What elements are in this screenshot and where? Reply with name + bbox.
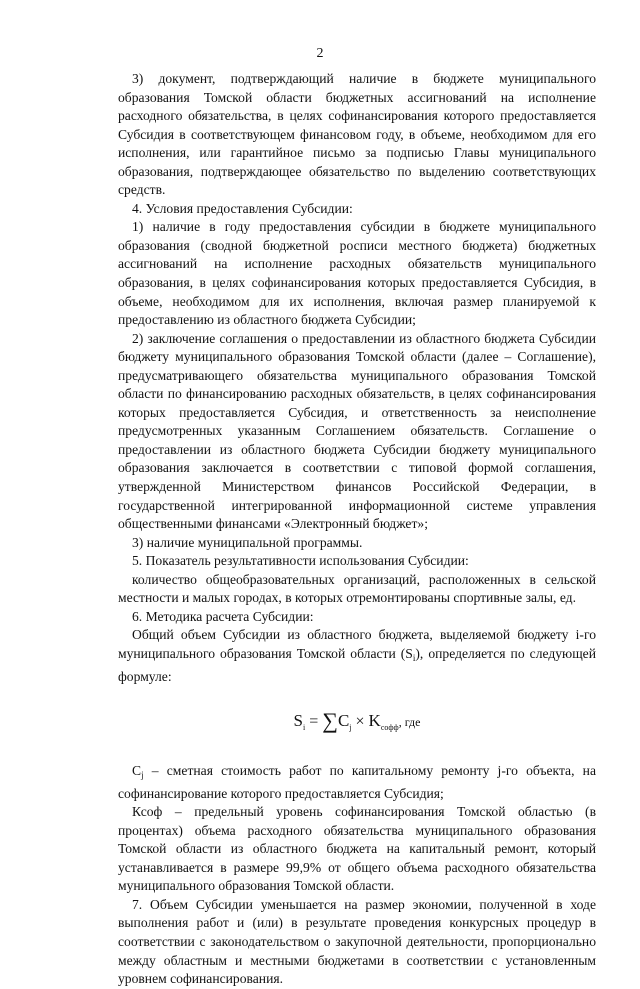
paragraph-condition-3: 3) наличие муниципальной программы. [132, 534, 363, 550]
subsidy-formula [118, 708, 596, 738]
formula-times: × [351, 713, 369, 731]
estimated-cost-text: – сметная стоимость работ по капитальному ремонту j-го объекта, на софинансирование которого предоставляется Субсидия; [118, 763, 596, 801]
paragraph-estimated-cost [118, 762, 596, 803]
formula-tail: , где [398, 715, 421, 730]
formula-lhs: S [293, 711, 303, 731]
paragraph-cofinancing-level: Ксоф – предельный уровень софинансирования Томской областью (в процентах) объема расходного обязательства муниципального образования Томской области из областного бюджета на капитальный ремонт, который устанавливается в размере 99,9% от общего объема расходного обязательства муниципального образования Томской области. [118, 804, 596, 894]
section-4-heading: 4. Условия предоставления Субсидии: [132, 200, 353, 216]
formula-c: C [337, 711, 350, 731]
total-subsidy-subscript: i [412, 652, 416, 663]
total-subsidy-text-end: ), определяется по следующей формуле: [118, 645, 596, 684]
formula-sum-symbol: ∑ [322, 708, 338, 734]
total-subsidy-text-start: Общий объем Субсидии из областного бюджета, выделяемой бюджету i-го муниципального образования Томской области (S [118, 627, 596, 661]
formula-equals: = [305, 713, 323, 731]
document-body [118, 70, 596, 989]
paragraph-condition-1: 1) наличие в году предоставления субсидии в бюджете муниципального образования (сводной бюджетной росписи местного бюджета) бюджетных ассигнований на исполнение расходных обязательств муниципального образования, в целях софинансирования которых предоставляется Субсидия, в объеме, необходимом для их исполнения, включая размер планируемой к предоставлению из областного бюджета Субсидии; [118, 219, 596, 328]
estimated-cost-subscript: j [141, 770, 144, 781]
formula-lhs-subscript: i [302, 723, 306, 733]
paragraph-section-7: 7. Объем Субсидии уменьшается на размер экономии, полученной в ходе выполнения работ и (или) в результате проведения конкурсных процедур в соответствии с законодательством о закупочной деятельности, пропорционально между областным и местными бюджетами в соответствии с установленным уровнем софинансирования. [118, 896, 596, 987]
formula-k-subscript: софф [380, 723, 399, 733]
paragraph-condition-2: 2) заключение соглашения о предоставлении из областного бюджета Субсидии бюджету муниципального образования Томской области (далее – Соглашение), предусматривающего обязательства муниципального образования Томской области по финансированию расходных обязательств, в целях софинансирования которых предоставляется Субсидия, и ответственность за неисполнение предусмотренных указанным Соглашением обязательств. Соглашение о предоставлении из областного бюджета Субсидии бюджету муниципального образования заключается в соответствии с типовой формой соглашения, утвержденной Министерством финансов Российской Федерации, в государственной интегрированной информационной системе управления общественными финансами «Электронный бюджет»; [118, 330, 596, 532]
estimated-cost-symbol: C [132, 763, 142, 779]
section-6-heading: 6. Методика расчета Субсидии: [132, 608, 314, 624]
formula-k: K [368, 711, 381, 731]
paragraph-performance-indicator: количество общеобразовательных организаций, расположенных в сельской местности и малых городах, в которых отремонтированы спортивные залы, ед. [118, 571, 596, 606]
formula-c-subscript: j [349, 723, 352, 733]
section-5-heading: 5. Показатель результативности использования Субсидии: [132, 553, 469, 569]
paragraph-total-subsidy [118, 626, 596, 686]
page-number: 2 [316, 46, 324, 61]
paragraph-document-confirmation: 3) документ, подтверждающий наличие в бюджете муниципального образования Томской области бюджетных ассигнований на исполнение расходного обязательства, в целях софинансирования которого предоставляется Субсидия в соответствующем финансовом году, в объеме, необходимом для его исполнения, или гарантийное письмо за подписью Главы муниципального образования, подтверждающее обязательство по выделению соответствующих средств. [118, 71, 596, 198]
